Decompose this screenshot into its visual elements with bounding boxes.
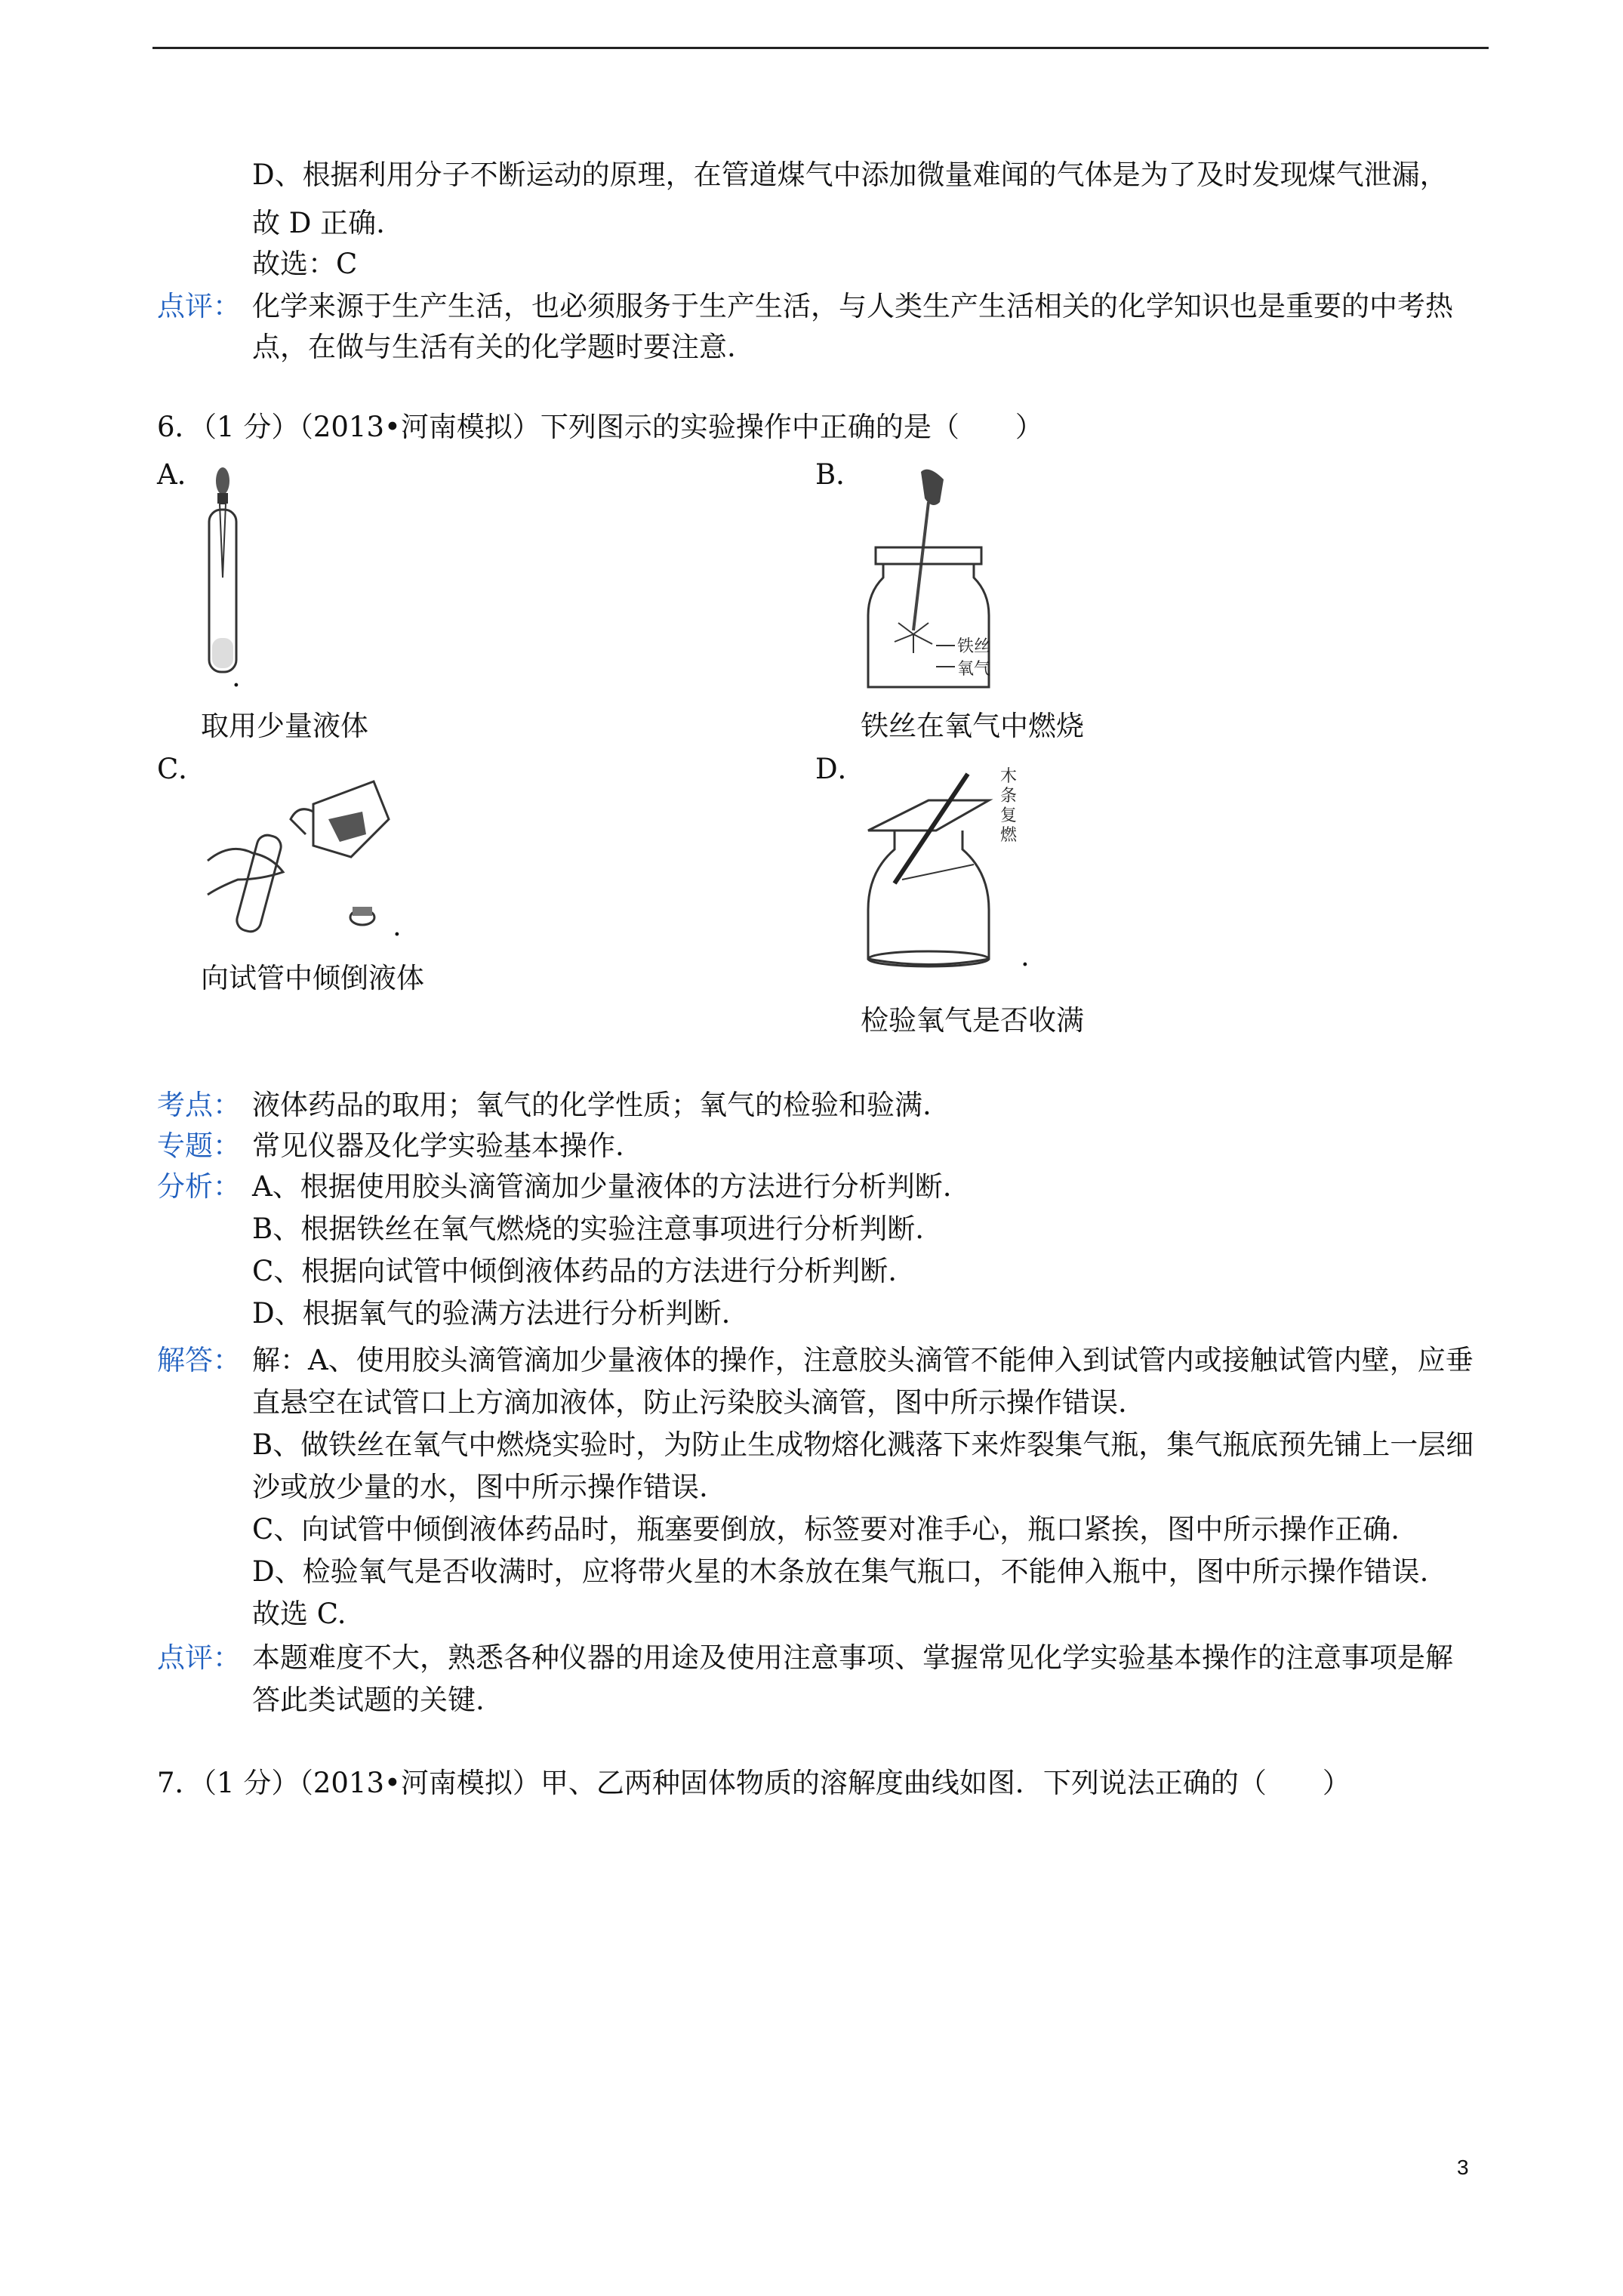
jieda-line-7: 故选 C. xyxy=(252,1598,346,1630)
jieda-line-6: D、检验氧气是否收满时，应将带火星的木条放在集气瓶口，不能伸入瓶中，图中所示操作错误. xyxy=(252,1555,1429,1588)
zhuanti-text: 常见仪器及化学实验基本操作. xyxy=(252,1130,624,1162)
label-iron-wire: 铁丝 xyxy=(957,637,991,656)
prev-comment-line1: 化学来源于生产生活，也必须服务于生产生活，与人类生产生活相关的化学知识也是重要的中考热 xyxy=(252,290,1453,322)
option-d-caption: 检验氧气是否收满 xyxy=(861,1004,1084,1037)
option-c-caption: 向试管中倾倒液体 xyxy=(201,962,424,994)
fenxi-label: 分析： xyxy=(157,1170,241,1203)
header-rule xyxy=(152,47,1489,49)
jieda-line-3: B、做铁丝在氧气中燃烧实验时，为防止生成物熔化溅落下来炸裂集气瓶，集气瓶底预先铺上一层细 xyxy=(252,1428,1474,1461)
dianping-line-2: 答此类试题的关键. xyxy=(252,1684,485,1716)
fig-dot-a: . xyxy=(232,661,241,693)
jieda-line-2: 直悬空在试管口上方滴加液体，防止污染胶头滴管，图中所示操作错误. xyxy=(252,1386,1127,1419)
prev-comment-line2: 点，在做与生活有关的化学题时要注意. xyxy=(252,331,736,363)
iron-wire-burning-figure xyxy=(861,464,1012,691)
fenxi-line-3: C、根据向试管中倾倒液体药品的方法进行分析判断. xyxy=(252,1255,898,1287)
jieda-line-1: 解：A、使用胶头滴管滴加少量液体的操作，注意胶头滴管不能伸入到试管内或接触试管内壁，应垂 xyxy=(252,1344,1474,1376)
q7-stem: 7．（1 分）（2013•河南模拟）甲、乙两种固体物质的溶解度曲线如图．下列说法正确的（ ） xyxy=(157,1767,1350,1799)
fenxi-line-2: B、根据铁丝在氧气燃烧的实验注意事项进行分析判断. xyxy=(252,1213,924,1245)
prev-d-line1: D、根据利用分子不断运动的原理，在管道煤气中添加微量难闻的气体是为了及时发现煤气泄漏， xyxy=(252,159,1448,191)
page-number: 3 xyxy=(1457,2156,1469,2179)
option-a-letter: A． xyxy=(157,458,205,491)
fenxi-line-4: D、根据氧气的验满方法进行分析判断. xyxy=(252,1297,731,1330)
option-d-letter: D． xyxy=(815,753,866,785)
fig-dot-c: . xyxy=(393,910,402,942)
option-b-caption: 铁丝在氧气中燃烧 xyxy=(861,710,1084,742)
dianping-label: 点评： xyxy=(157,1641,241,1674)
zhuanti-label: 专题： xyxy=(157,1130,241,1162)
pouring-liquid-figure xyxy=(200,759,404,940)
oxygen-collection-check-figure xyxy=(853,759,1027,978)
prev-answer: 故选：C xyxy=(252,248,358,280)
jieda-line-5: C、向试管中倾倒液体药品时，瓶塞要倒放，标签要对准手心，瓶口紧挨，图中所示操作正确. xyxy=(252,1513,1400,1546)
label-oxygen: 氧气 xyxy=(957,660,991,679)
option-b-letter: B． xyxy=(815,458,864,491)
dropper-test-tube-figure xyxy=(192,464,268,691)
jieda-line-4: 沙或放少量的水，图中所示操作错误. xyxy=(252,1471,708,1503)
jieda-label: 解答： xyxy=(157,1344,241,1376)
option-a-caption: 取用少量液体 xyxy=(201,710,368,742)
fig-dot-d: . xyxy=(1021,940,1030,972)
label-splint-reignites: 木条复燃 xyxy=(1000,767,1018,845)
prev-d-line2: 故 D 正确. xyxy=(252,207,385,239)
kaodian-text: 液体药品的取用；氧气的化学性质；氧气的检验和验满. xyxy=(252,1089,932,1121)
option-c-letter: C． xyxy=(157,753,207,785)
prev-comment-label: 点评： xyxy=(157,290,241,322)
dianping-line-1: 本题难度不大，熟悉各种仪器的用途及使用注意事项、掌握常见化学实验基本操作的注意事项是解 xyxy=(252,1641,1453,1674)
fenxi-line-1: A、根据使用胶头滴管滴加少量液体的方法进行分析判断. xyxy=(252,1170,952,1203)
kaodian-label: 考点： xyxy=(157,1089,241,1121)
q6-stem: 6．（1 分）（2013•河南模拟）下列图示的实验操作中正确的是（ ） xyxy=(157,411,1043,443)
